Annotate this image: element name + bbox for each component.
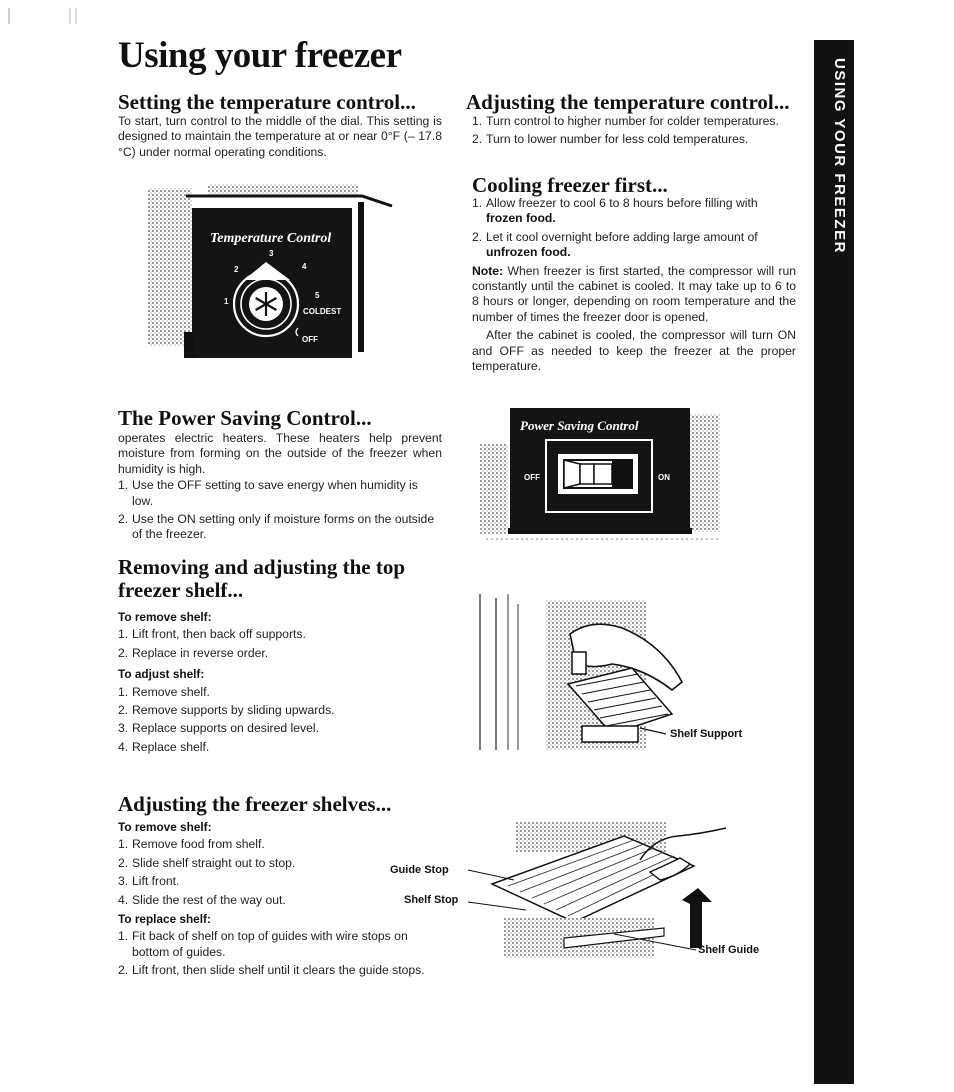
- shelves-replace-list: [118, 929, 442, 978]
- setting-heading: Setting the temperature control...: [118, 90, 416, 114]
- shelves-remove-label: To remove shelf:: [118, 820, 212, 834]
- dial-number-3: 3: [269, 249, 274, 258]
- dial-number-5: 5: [315, 291, 320, 300]
- list-item: 1. Remove shelf.: [118, 684, 210, 699]
- scan-marks: [8, 6, 88, 26]
- list-item: 2. Use the ON setting only if moisture forms on the outside of the freezer.: [118, 512, 435, 542]
- dial-label: Temperature Control: [210, 231, 332, 246]
- dial-number-4: 4: [302, 262, 307, 271]
- setting-text: To start, turn control to the middle of the dial. This setting is designed to maintain the temperature at or near 0°F (– 17.8 °C) under normal operating conditions.: [118, 114, 442, 159]
- temperature-dial-illustration: [148, 182, 398, 372]
- list-item: 2. Remove supports by sliding upwards.: [118, 703, 335, 718]
- power-saving-heading: The Power Saving Control...: [118, 406, 372, 430]
- frozen-food-emphasis: frozen food.: [486, 211, 556, 226]
- list-item: 2. Slide shelf straight out to stop.: [118, 855, 296, 870]
- shelf-guide-label: Shelf Guide: [698, 944, 760, 956]
- shelf-support-label: Shelf Support: [670, 728, 743, 740]
- list-item: 2. Let it cool overnight before adding large amount of unfrozen food.: [472, 229, 758, 260]
- list-item: 1. Lift front, then back off supports.: [118, 627, 306, 642]
- dial-off-label: OFF: [302, 335, 318, 344]
- page-title: Using your freezer: [118, 35, 402, 76]
- side-tab-label: USING YOUR FREEZER: [831, 58, 848, 254]
- guide-stop-label: Guide Stop: [390, 864, 449, 876]
- switch-off-label: OFF: [524, 473, 540, 482]
- list-item: 3. Lift front.: [118, 874, 180, 889]
- list-item: 4. Replace shelf.: [118, 739, 210, 754]
- list-item: 4. Slide the rest of the way out.: [118, 892, 286, 907]
- cooling-note: Note: When freezer is first started, the compressor will run constantly until the cabinet is cooled. It may take up to 6 to 8 hours or longer, depending on room temperature and the number of times the freezer door is opened.: [472, 263, 796, 324]
- list-item: 2. Replace in reverse order.: [118, 645, 269, 660]
- unfrozen-food-emphasis: unfrozen food.: [486, 245, 571, 260]
- cooling-list: [472, 196, 796, 261]
- shelves-remove-list: [118, 837, 378, 908]
- list-item: 3. Replace supports on desired level.: [118, 721, 319, 736]
- dial-number-1: 1: [224, 297, 229, 306]
- dial-coldest-label: COLDEST: [303, 307, 342, 316]
- power-saving-text: operates electric heaters. These heaters help prevent moisture from forming on the outside of the freezer when humidity is high.: [118, 431, 442, 476]
- list-item: 2. Turn to lower number for less cold temperatures.: [472, 132, 749, 147]
- adjusting-temp-section: [472, 114, 796, 151]
- shelves-replace-label: To replace shelf:: [118, 912, 211, 926]
- list-item: 1. Use the OFF setting to save energy when humidity is low.: [118, 478, 418, 508]
- shelves-remove-section: [118, 820, 378, 911]
- switch-on-label: ON: [658, 473, 670, 482]
- top-shelf-section: [118, 610, 442, 758]
- dial-number-2: 2: [234, 265, 239, 274]
- adjusting-temp-heading: Adjusting the temperature control...: [466, 90, 790, 114]
- top-shelf-heading: Removing and adjusting the top freezer shelf...: [118, 555, 406, 603]
- adjusting-temp-list: [472, 114, 796, 148]
- shelves-replace-section: [118, 912, 442, 982]
- note-label: Note:: [472, 263, 504, 278]
- cooling-after-text: After the cabinet is cooled, the compressor will turn ON and OFF as needed to keep the freezer at the proper temperature.: [472, 328, 796, 374]
- list-item: 2. Lift front, then slide shelf until it clears the guide stops.: [118, 963, 425, 978]
- top-shelf-adjust-label: To adjust shelf:: [118, 667, 205, 682]
- power-saving-list: [118, 478, 442, 543]
- top-shelf-adjust-list: [118, 685, 442, 756]
- top-shelf-remove-label: To remove shelf:: [118, 610, 212, 624]
- power-saving-switch-illustration: [480, 404, 730, 552]
- top-shelf-remove-list: [118, 627, 442, 661]
- shelves-heading: Adjusting the freezer shelves...: [118, 792, 392, 816]
- power-saving-section: [118, 431, 442, 546]
- list-item: 1. Fit back of shelf on top of guides with wire stops on bottom of guides.: [118, 929, 408, 959]
- list-item: 1. Turn control to higher number for colder temperatures.: [472, 114, 779, 128]
- list-item: 1. Allow freezer to cool 6 to 8 hours before filling with frozen food.: [472, 196, 758, 226]
- shelf-stop-label: Shelf Stop: [404, 894, 459, 906]
- cooling-heading: Cooling freezer first...: [472, 173, 668, 197]
- list-item: 1. Remove food from shelf.: [118, 837, 265, 852]
- cooling-section: [472, 196, 796, 374]
- page-number: 5: [826, 1040, 835, 1057]
- switch-label: Power Saving Control: [520, 418, 639, 433]
